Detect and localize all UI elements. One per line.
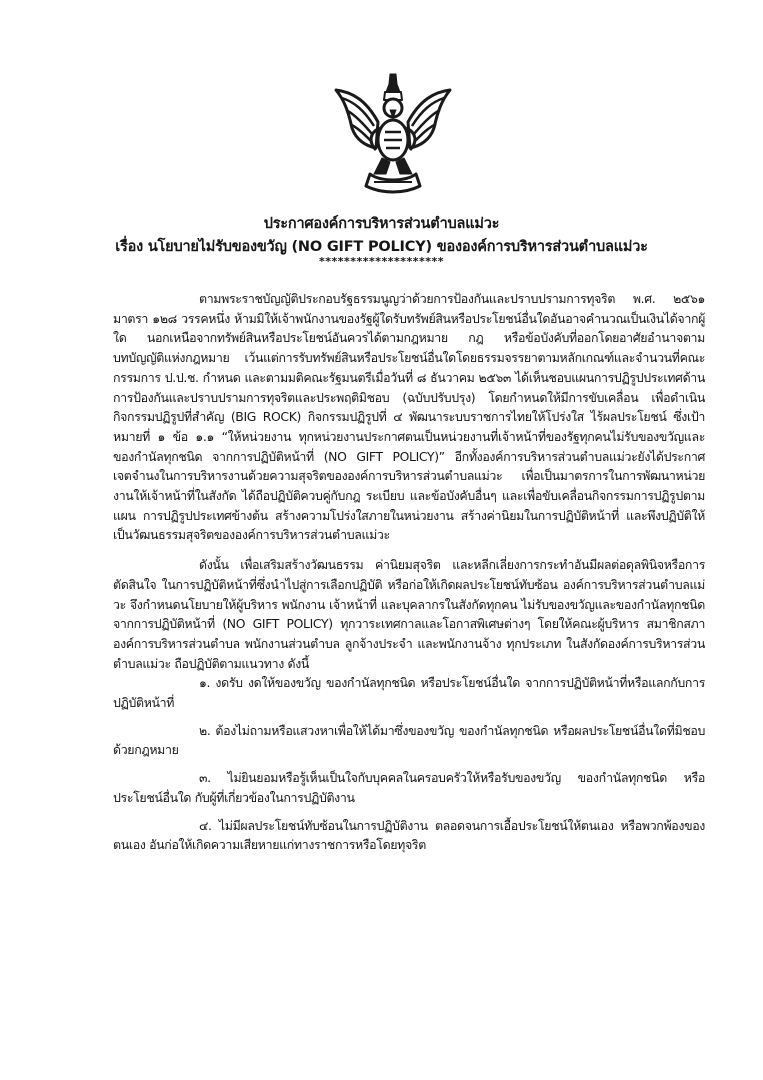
title-separator: ******************** [318, 255, 445, 268]
announcement-subject: เรื่อง นโยบายไม่รับของขวัญ (NO GIFT POLICY) ขององค์การบริหารส่วนตำบลแม่วะ [115, 239, 648, 255]
policy-item: ๑. งดรับ งดให้ของขวัญ ของกำนัลทุกชนิด หรือประโยชน์อื่นใด จากการปฏิบัติหน้าที่หรือแลกกับการปฏิบัติหน้าที่ [113, 675, 705, 711]
announcement-body [113, 289, 705, 855]
body-paragraph: ดังนั้น เพื่อเสริมสร้างวัฒนธรรม ค่านิยมสุจริต และหลีกเลี่ยงการกระทำอันมีผลต่อดุลพินิจหรือการตัดสินใจ ในการปฏิบัติหน้าที่ซึ่งนำไปสู่การเลือกปฏิบัติ หรือก่อให้เกิดผลประโยชน์ทับซ้อน องค์การบริหารส่วนตำบลแม่วะ จึงกำหนดนโยบายให้ผู้บริหาร พนักงาน เจ้าหน้าที่ และบุคลากรในสังกัดทุกคน ไม่รับของขวัญและของกำนัลทุกชนิดจากการปฏิบัติหน้าที่ (NO GIFT POLICY) ทุกวาระเทศกาลและโอกาสพิเศษต่างๆ โดยให้คณะผู้บริหาร สมาชิกสภาองค์การบริหารส่วนตำบล พนักงานส่วนตำบล ลูกจ้างประจำ และพนักงานจ้าง ทุกประเภท ในสังกัดองค์การบริหารส่วนตำบลแม่วะ ถือปฏิบัติตามแนวทาง ดังนี้ [113, 557, 705, 671]
garuda-emblem-icon [330, 70, 456, 198]
policy-item: ๔. ไม่มีผลประโยชน์ทับซ้อนในการปฏิบัติงาน ตลอดจนการเอื้อประโยชน์ให้ตนเอง หรือพวกพ้องของตนเอง อันก่อให้เกิดความเสียหายแก่ทางราชการหรือโดยทุจริต [113, 817, 705, 853]
announcement-title: ประกาศองค์การบริหารส่วนตำบลแม่วะ [263, 216, 500, 232]
body-paragraph: ตามพระราชบัญญัติประกอบรัฐธรรมนูญว่าด้วยการป้องกันและปราบปรามการทุจริต พ.ศ. ๒๕๖๑ มาตรา ๑๒๘ วรรคหนึ่ง ห้ามมิให้เจ้าพนักงานของรัฐผู้ใดรับทรัพย์สินหรือประโยชน์อื่นใดอันอาจคำนวณเป็นเงินได้จากผู้ใด นอกเหนือจากทรัพย์สินหรือประโยชน์อันควรได้ตามกฎหมาย กฎ หรือข้อบังคับที่ออกโดยอาศัยอำนาจตามบทบัญญัติแห่งกฎหมาย เว้นแต่การรับทรัพย์สินหรือประโยชน์อื่นใดโดยธรรมจรรยาตามหลักเกณฑ์และจำนวนที่คณะกรรมการ ป.ป.ช. กำหนด และตามมติคณะรัฐมนตรีเมื่อวันที่ ๘ ธันวาคม ๒๕๖๓ ได้เห็นชอบแผนการปฏิรูปประเทศด้านการป้องกันและปราบปรามการทุจริตและประพฤติมิชอบ (ฉบับปรับปรุง) โดยกำหนดให้มีการขับเคลื่อน เพื่อดำเนินกิจกรรมปฏิรูปที่สำคัญ (BIG ROCK) กิจกรรมปฏิรูปที่ ๔ พัฒนาระบบราชการไทยให้โปร่งใส ไร้ผลประโยชน์ ซึ่งเป้าหมายที่ ๑ ข้อ ๑.๑ “ให้หน่วยงาน ทุกหน่วยงานประกาศตนเป็นหน่วยงานที่เจ้าหน้าที่ของรัฐทุกคนไม่รับของขวัญและของกำนัลทุกชนิด จากการปฏิบัติหน้าที่ (NO GIFT POLICY)” อีกทั้งองค์การบริหารส่วนตำบลแม่วะยังได้ประกาศเจตจำนงในการบริหารงานด้วยความสุจริตขององค์การบริหารส่วนตำบลแม่วะ เพื่อเป็นมาตรการในการพัฒนาหน่วยงานให้เจ้าหน้าที่ในสังกัด ได้ถือปฏิบัติควบคู่กับกฎ ระเบียบ และข้อบังคับอื่นๆ และเพื่อขับเคลื่อนกิจกรรมการปฏิรูปตามแผน การปฏิรูปประเทศข้างต้น สร้างความโปร่งใสภายในหน่วยงาน สร้างค่านิยมในการปฏิบัติหน้าที่ และพึงปฏิบัติให้เป็นวัฒนธรรมสุจริตขององค์การบริหารส่วนตำบลแม่วะ [113, 291, 705, 543]
policy-item: ๓. ไม่ยินยอมหรือรู้เห็นเป็นใจกับบุคคลในครอบครัวให้หรือรับของขวัญ ของกำนัลทุกชนิด หรือประโยชน์อื่นใด กับผู้ที่เกี่ยวข้องในการปฏิบัติงาน [113, 770, 705, 805]
policy-item: ๒. ต้องไม่ถามหรือแสวงหาเพื่อให้ได้มาซึ่งของขวัญ ของกำนัลทุกชนิด หรือผลประโยชน์อื่นใดที่มิชอบด้วยกฎหมาย [113, 722, 705, 758]
